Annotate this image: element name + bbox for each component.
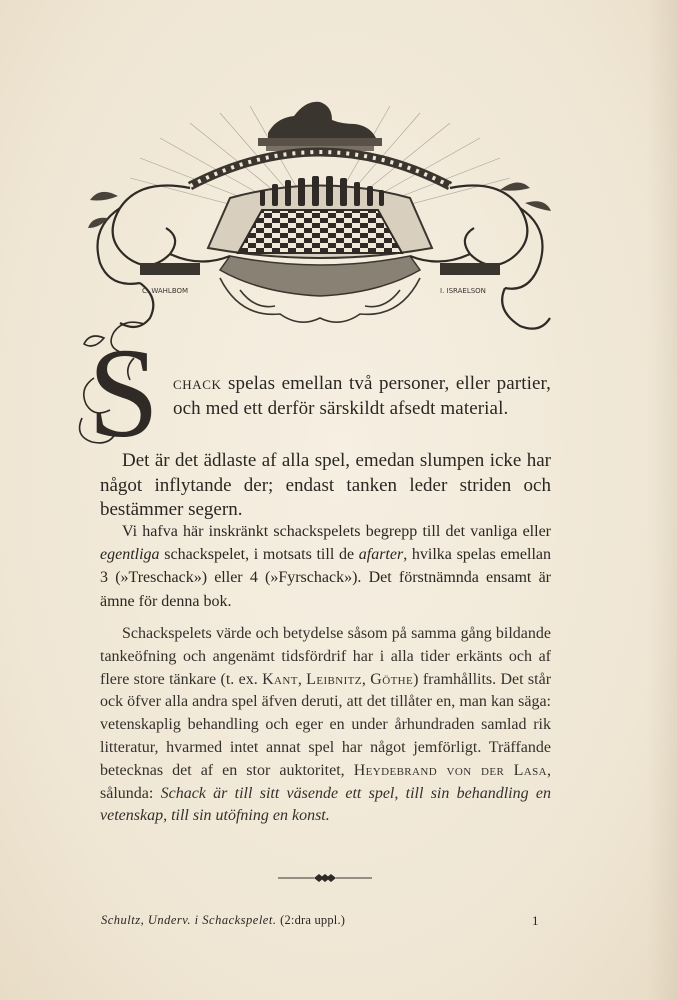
definition-italic-egentliga: egentliga xyxy=(100,546,160,564)
name-gothe: Göthe xyxy=(370,670,414,688)
footer-edition: (2:dra uppl.) xyxy=(280,913,346,927)
paragraph-intro xyxy=(173,372,551,421)
value-text-c: , sålunda: xyxy=(100,761,551,802)
name-kant: Kant xyxy=(262,670,298,688)
ribbon-arch xyxy=(190,152,450,186)
engraver-signature-left: C. WAHLBOM xyxy=(142,287,189,295)
name-leibnitz: Leibnitz xyxy=(306,670,362,688)
value-sep-2: , xyxy=(361,670,371,688)
name-heydebrand: Heydebrand von der Lasa xyxy=(353,761,547,779)
paragraph-intro-lead: chack xyxy=(173,373,222,394)
right-scroll xyxy=(410,186,550,329)
paragraph-intro-text: spelas emellan två personer, eller partier, och med ett derför särskildt afsedt material. xyxy=(173,373,551,419)
page-edge-shadow xyxy=(647,0,677,1000)
value-sep-1: , xyxy=(297,670,307,688)
left-plaque xyxy=(140,263,200,275)
sphinx-figure xyxy=(258,102,382,151)
page-number: 1 xyxy=(532,913,539,928)
engraver-signature-right: I. ISRAELSON xyxy=(440,287,486,295)
right-plaque xyxy=(440,263,500,275)
value-text-b: ) framhållits. Det står ock öfver alla andra spel äfven deruti, att det tillåter en, man kan säga: vetenskaplig behandling och eger en under århundraden samlad rik litteratur, hvarmed intet annat spel har något jemförligt. Träffande betecknas det af en stor auktoritet, xyxy=(100,670,552,779)
footer-source: Schultz, Underv. i Schackspelet. xyxy=(101,913,277,927)
value-quote: Schack är till sitt väsende ett spel, till sin behandling en vetenskap, till sin utöfning en konst. xyxy=(100,784,551,825)
chessboard xyxy=(238,210,402,253)
definition-text-c: schackspelet, i motsats till de xyxy=(159,546,359,564)
section-end-ornament xyxy=(278,871,372,885)
paragraph-value xyxy=(100,623,551,828)
left-scroll xyxy=(98,186,231,328)
definition-text-a: Vi hafva här inskränkt schackspelets begrepp till det vanliga eller xyxy=(122,523,551,540)
definition-italic-afarter: afarter xyxy=(358,546,404,564)
definition-text-e: , hvilka spelas emellan 3 (»Treschack») eller 4 (»Fyrschack»). Det förstnämnda ensamt är ämne för denna bok. xyxy=(100,546,551,610)
header-vignette xyxy=(80,78,560,343)
paragraph-definition xyxy=(100,520,551,613)
paragraph-noblest: Det är det ädlaste af alla spel, emedan slumpen icke har något inflytande der; endast tanken leder striden och bestämmer segern. xyxy=(100,450,551,520)
footer-signature xyxy=(101,913,345,928)
value-text-a: Schackspelets värde och betydelse såsom på samma gång bildande tankeöfning och angenämt tidsfördrif har i alla tider erkänts och af flere store tänkare (t. ex. xyxy=(100,625,551,688)
drop-initial-ornament xyxy=(74,318,170,448)
drop-initial-letter: S xyxy=(88,322,160,448)
